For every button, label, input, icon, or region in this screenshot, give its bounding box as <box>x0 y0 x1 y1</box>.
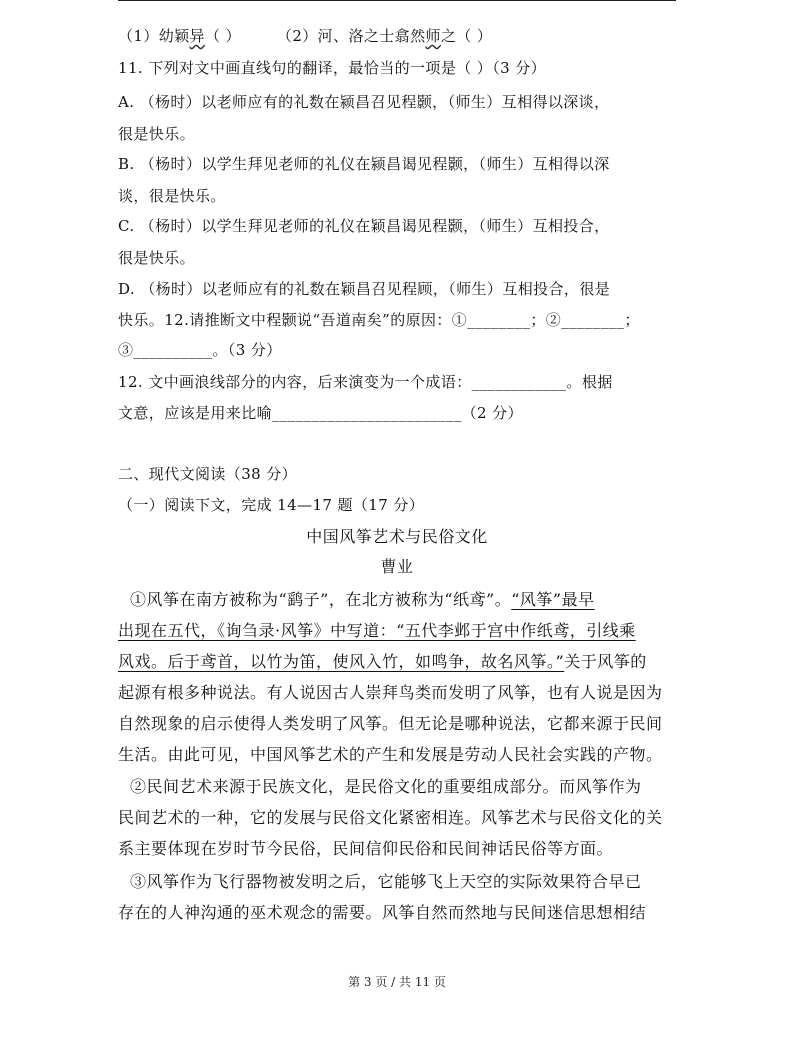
para1-line2-underlined: 出现在五代，《询刍录·风筝》中写道：“五代李邺于宫中作纸鸢，引线乘 <box>118 621 636 640</box>
para1-line1-text: ①风筝在南方被称为“鹞子”，在北方被称为“纸鸢”。 <box>130 590 512 609</box>
para2-line2: 民间艺术的一种，它的发展与民俗文化紧密相连。风筝艺术与民俗文化的关 <box>118 808 663 827</box>
page-footer: 第 3 页 / 共 11 页 <box>348 975 446 989</box>
para1-line5: 自然现象的启示使得人类发明了风筝。但无论是哪种说法，它都来源于民间 <box>118 714 663 733</box>
section-subtitle: （一）阅读下文，完成 14—17 题（17 分） <box>118 496 425 514</box>
q11-option-c-line2: 很是快乐。 <box>118 249 196 267</box>
q11-option-d-line2: 快乐。12.请推断文中程颢说“吾道南矣”的原因：①________；②________； <box>118 311 640 329</box>
section-title: 二、现代文阅读（38 分） <box>118 465 298 483</box>
article-title: 中国风筝艺术与民俗文化 <box>306 527 488 546</box>
q11-option-c-line1: C. （杨时）以学生拜见老师的礼仪在颖昌谒见程颢，（师生）互相投合， <box>118 217 610 235</box>
para2-line1: ②民间艺术来源于民族文化，是民俗文化的重要组成部分。而风筝作为 <box>130 777 642 796</box>
q11-option-a-line1: A. （杨时）以老师应有的礼数在颍昌召见程颢，（师生）互相得以深谈， <box>118 93 610 111</box>
q12-line1: 12. 文中画浪线部分的内容，后来演变为一个成语：____________。根据 <box>118 373 613 391</box>
q11-option-b-line2: 谈，很是快乐。 <box>118 187 226 205</box>
q12-line2: 文意，应该是用来比喻________________________（2 分） <box>118 404 523 422</box>
article-author: 曹业 <box>380 557 414 576</box>
para1-line3 <box>118 652 666 672</box>
q11-option-d-line3: ③__________。（3 分） <box>118 341 282 359</box>
para1-line6: 生活。由此可见，中国风筝艺术的产生和发展是劳动人民社会实践的产物。 <box>118 745 663 764</box>
para1-underlined-start: “风筝”最早 <box>511 590 595 609</box>
q10-item2-blank: 之（ ） <box>440 27 493 45</box>
q11-option-a-line2: 很是快乐。 <box>118 125 196 143</box>
q11-option-d-line1: D. （杨时）以老师应有的礼数在颖昌召见程顾，（师生）互相投合，很是 <box>118 280 611 298</box>
q10-item1-char: 异 <box>189 27 205 45</box>
q10-item2-prefix: （2）河、洛之士翕然 <box>276 27 426 45</box>
q10-item2-char: 师 <box>425 27 441 45</box>
top-rule <box>118 0 676 1</box>
para3-line1: ③风筝作为飞行器物被发明之后，它能够飞上天空的实际效果符合早已 <box>130 872 642 891</box>
para2-line3: 系主要体现在岁时节今民俗，民间信仰民俗和民间神话民俗等方面。 <box>118 839 614 858</box>
para1-underlined-end: 风戏。后于鸢首，以竹为笛，使风入竹，如鸣争，故名风筝。” <box>118 652 565 671</box>
para1-line1 <box>130 590 678 610</box>
q11-option-b-line1: B. （杨时）以学生拜见老师的礼仪在颍昌谒见程颢，（师生）互相得以深 <box>118 155 610 173</box>
para1-line3-text: 关于风筝的 <box>564 652 647 671</box>
q10-item1-blank: （ ） <box>204 27 241 45</box>
question-10-line <box>118 26 678 46</box>
para3-line2: 存在的人神沟通的巫术观念的需要。风筝自然而然地与民间迷信思想相结 <box>118 903 647 922</box>
q10-item1-prefix: （1）幼颖 <box>118 27 190 45</box>
q11-stem: 11. 下列对文中画直线句的翻译，最恰当的一项是（ ）（3 分） <box>118 59 547 77</box>
para1-line4: 起源有根多种说法。有人说因古人崇拜鸟类而发明了风筝，也有人说是因为 <box>118 683 663 702</box>
